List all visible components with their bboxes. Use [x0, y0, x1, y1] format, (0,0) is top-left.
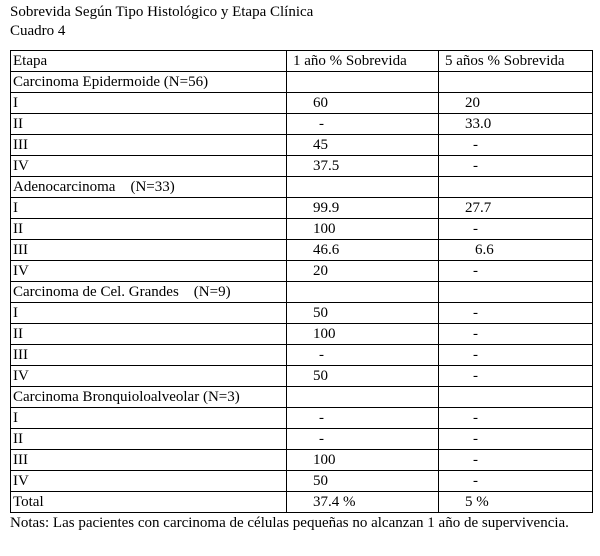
- table-row: [11, 93, 593, 114]
- stage-cell: IV: [11, 366, 287, 387]
- one-year-cell: 50: [287, 366, 439, 387]
- one-year-cell: 20: [287, 261, 439, 282]
- five-year-cell: 20: [439, 93, 593, 114]
- group-empty-cell: [287, 177, 439, 198]
- header-5-years: 5 años % Sobrevida: [439, 51, 593, 72]
- total-five-years: 5 %: [439, 492, 593, 513]
- table-row: [11, 219, 593, 240]
- stage-cell: IV: [11, 261, 287, 282]
- stage-cell: I: [11, 198, 287, 219]
- stage-cell: II: [11, 219, 287, 240]
- five-year-cell: -: [439, 324, 593, 345]
- stage-cell: I: [11, 408, 287, 429]
- five-year-cell: 6.6: [439, 240, 593, 261]
- table-row: [11, 408, 593, 429]
- table-row: [11, 429, 593, 450]
- survival-table: [10, 50, 593, 513]
- five-year-cell: -: [439, 366, 593, 387]
- one-year-cell: 100: [287, 324, 439, 345]
- survival-table-body: [11, 51, 593, 513]
- five-year-cell: -: [439, 219, 593, 240]
- table-subtitle: Cuadro 4: [10, 23, 66, 39]
- five-year-cell: 27.7: [439, 198, 593, 219]
- stage-cell: II: [11, 324, 287, 345]
- five-year-cell: 33.0: [439, 114, 593, 135]
- group-row: [11, 387, 593, 408]
- table-row: [11, 156, 593, 177]
- one-year-cell: -: [287, 114, 439, 135]
- group-empty-cell: [439, 387, 593, 408]
- group-row: [11, 72, 593, 93]
- five-year-cell: -: [439, 450, 593, 471]
- notes: Notas: Las pacientes con carcinoma de células pequeñas no alcanzan 1 año de supervivencia.: [10, 515, 569, 531]
- stage-cell: I: [11, 93, 287, 114]
- table-row: [11, 471, 593, 492]
- header-1-year: 1 año % Sobrevida: [287, 51, 439, 72]
- group-label: Adenocarcinoma (N=33): [11, 177, 287, 198]
- one-year-cell: 100: [287, 219, 439, 240]
- table-row: [11, 450, 593, 471]
- group-empty-cell: [287, 387, 439, 408]
- header-etapa: Etapa: [11, 51, 287, 72]
- five-year-cell: -: [439, 135, 593, 156]
- stage-cell: III: [11, 345, 287, 366]
- stage-cell: III: [11, 450, 287, 471]
- total-one-year: 37.4 %: [287, 492, 439, 513]
- table-row: [11, 324, 593, 345]
- stage-cell: III: [11, 135, 287, 156]
- group-empty-cell: [439, 72, 593, 93]
- table-row: [11, 261, 593, 282]
- one-year-cell: 50: [287, 303, 439, 324]
- five-year-cell: -: [439, 303, 593, 324]
- stage-cell: IV: [11, 156, 287, 177]
- stage-cell: I: [11, 303, 287, 324]
- one-year-cell: -: [287, 408, 439, 429]
- table-title: Sobrevida Según Tipo Histológico y Etapa Clínica: [10, 4, 314, 20]
- group-empty-cell: [287, 72, 439, 93]
- group-label: Carcinoma de Cel. Grandes (N=9): [11, 282, 287, 303]
- group-row: [11, 282, 593, 303]
- five-year-cell: -: [439, 471, 593, 492]
- table-row: [11, 198, 593, 219]
- one-year-cell: -: [287, 429, 439, 450]
- five-year-cell: -: [439, 429, 593, 450]
- group-label: Carcinoma Bronquioloalveolar (N=3): [11, 387, 287, 408]
- total-label: Total: [11, 492, 287, 513]
- table-row: [11, 135, 593, 156]
- one-year-cell: 99.9: [287, 198, 439, 219]
- table-row: [11, 303, 593, 324]
- group-empty-cell: [287, 282, 439, 303]
- five-year-cell: -: [439, 345, 593, 366]
- table-row: [11, 366, 593, 387]
- one-year-cell: 46.6: [287, 240, 439, 261]
- group-empty-cell: [439, 177, 593, 198]
- table-row: [11, 345, 593, 366]
- one-year-cell: 60: [287, 93, 439, 114]
- stage-cell: II: [11, 114, 287, 135]
- one-year-cell: 45: [287, 135, 439, 156]
- five-year-cell: -: [439, 261, 593, 282]
- group-empty-cell: [439, 282, 593, 303]
- table-row: [11, 114, 593, 135]
- stage-cell: II: [11, 429, 287, 450]
- one-year-cell: 37.5: [287, 156, 439, 177]
- five-year-cell: -: [439, 408, 593, 429]
- total-row: [11, 492, 593, 513]
- stage-cell: IV: [11, 471, 287, 492]
- one-year-cell: 50: [287, 471, 439, 492]
- group-row: [11, 177, 593, 198]
- header-row: [11, 51, 593, 72]
- five-year-cell: -: [439, 156, 593, 177]
- table-row: [11, 240, 593, 261]
- stage-cell: III: [11, 240, 287, 261]
- group-label: Carcinoma Epidermoide (N=56): [11, 72, 287, 93]
- one-year-cell: 100: [287, 450, 439, 471]
- one-year-cell: -: [287, 345, 439, 366]
